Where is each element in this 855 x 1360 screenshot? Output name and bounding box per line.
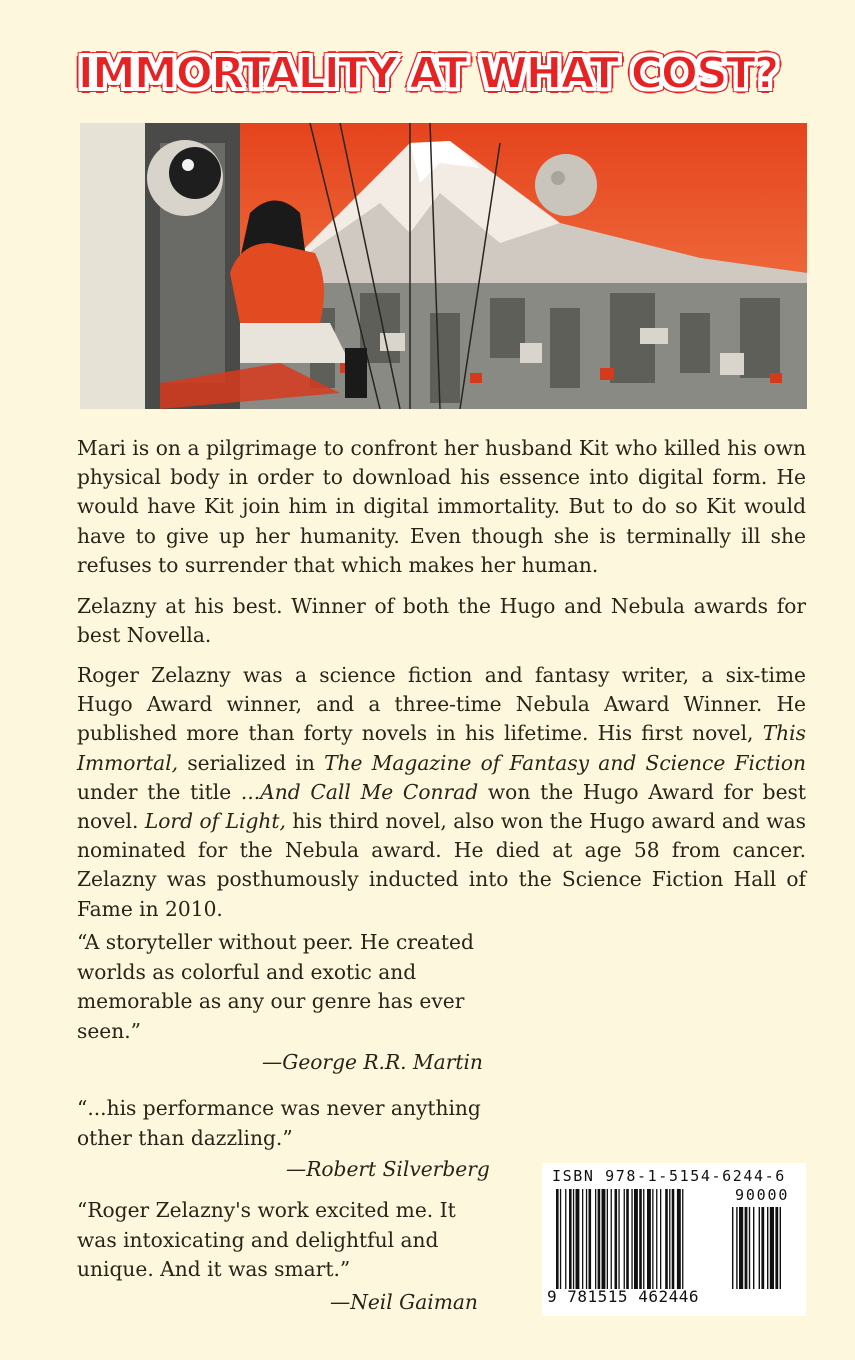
- bio-text: serialized in: [178, 750, 325, 775]
- magazine-title: The Magazine of Fantasy and Science Fiction: [324, 750, 806, 775]
- book-title: ...And Call Me Conrad: [240, 779, 479, 804]
- bio-text: Roger Zelazny was a science fiction and fantasy writer, a six-time Hugo Award winner, and a three-time Nebula Award Winner. He published more than forty novels in his lifetime. His first novel,: [77, 663, 806, 746]
- book-title: This Immortal,: [77, 721, 806, 775]
- author-bio: [77, 661, 806, 924]
- book-title: Lord of Light,: [144, 809, 286, 834]
- isbn-label: ISBN 978-1-5154-6244-6: [552, 1167, 786, 1185]
- blurb-paragraph-2: Zelazny at his best. Winner of both the Hugo and Nebula awards for best Novella.: [77, 594, 806, 648]
- quote-author: —Neil Gaiman: [330, 1290, 478, 1314]
- cover-illustration-icon: [80, 123, 807, 409]
- quote-gaiman: “Roger Zelazny's work excited me. It was intoxicating and delightful and unique. And it was smart.”: [77, 1198, 456, 1281]
- price-code: 90000: [735, 1186, 790, 1204]
- isbn-barcode: [542, 1163, 806, 1316]
- bio-text: his third novel, also won the Hugo award and was nominated for the Nebula award. He died at age 58 from cancer. Zelazny was posthumously inducted into the Science Fiction Hall of Fame in 2010.: [77, 809, 806, 921]
- blurb-paragraph-1: Mari is on a pilgrimage to confront her husband Kit who killed his own physical body in order to download his essence into digital form. He would have Kit join him in digital immortality. But to do so Kit would have to give up her humanity. Even though she is terminally ill she refuses to surrender that which makes her human.: [77, 436, 806, 577]
- bio-text: under the title: [77, 779, 241, 804]
- headline: IMMORTALITY AT WHAT COST?: [77, 48, 778, 99]
- ean-digits: 9 781515 462446: [547, 1287, 699, 1306]
- bio-text: won the Hugo Award for best novel.: [77, 779, 807, 834]
- quote-author: —Robert Silverberg: [286, 1157, 490, 1181]
- quote-martin: “A storyteller without peer. He created worlds as colorful and exotic and memorable as any our genre has ever seen.”: [77, 930, 474, 1043]
- quote-silverberg: “...his performance was never anything other than dazzling.”: [77, 1096, 481, 1150]
- quote-author: —George R.R. Martin: [262, 1050, 483, 1074]
